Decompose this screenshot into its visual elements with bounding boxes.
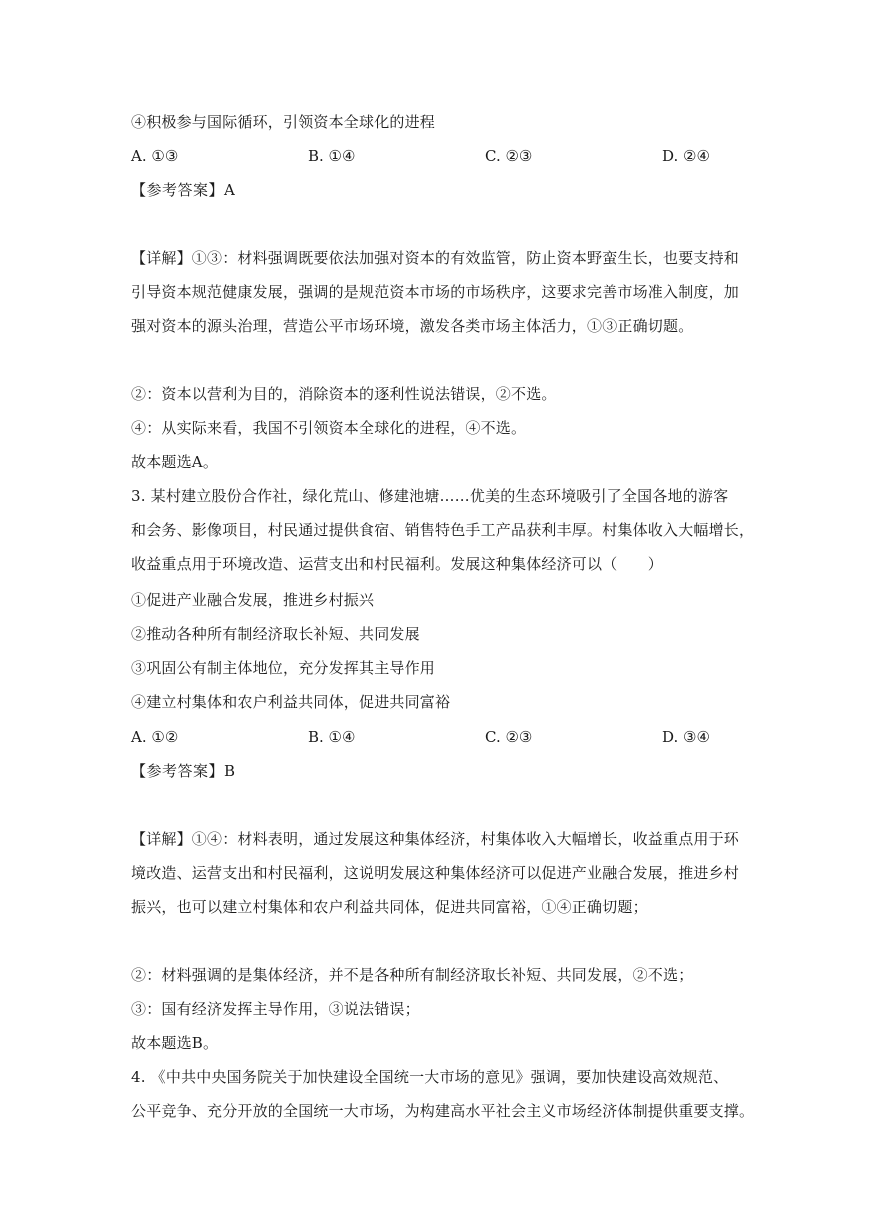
- q3-option-c: C. ②③: [485, 728, 533, 746]
- q2-detail-line: 【详解】①③：材料强调既要依法加强对资本的有效监管，防止资本野蛮生长，也要支持和: [131, 249, 740, 267]
- q4-stem-line: 4. 《中共中央国务院关于加快建设全国统一大市场的意见》强调，要加快建设高效规范、: [131, 1068, 729, 1086]
- q3-wrong-line: ②：材料强调的是集体经济，并不是各种所有制经济取长补短、共同发展，②不选；: [131, 966, 694, 984]
- q3-option-a: A. ①②: [131, 728, 179, 746]
- q3-detail-line: 境改造、运营支出和村民福利，这说明发展这种集体经济可以促进产业融合发展，推进乡村: [131, 864, 740, 882]
- q2-option-a: A. ①③: [131, 147, 179, 165]
- q3-conclusion: 故本题选B。: [131, 1034, 219, 1052]
- q3-item-2: ②推动各种所有制经济取长补短、共同发展: [131, 625, 420, 643]
- q3-wrong-line: ③：国有经济发挥主导作用，③说法错误；: [131, 1000, 420, 1018]
- q2-detail-line: 引导资本规范健康发展，强调的是规范资本市场的市场秩序，这要求完善市场准入制度，加: [131, 283, 740, 301]
- q3-detail-line: 【详解】①④：材料表明，通过发展这种集体经济，村集体收入大幅增长，收益重点用于环: [131, 830, 740, 848]
- q2-option-b: B. ①④: [308, 147, 356, 165]
- q3-detail-line: 振兴，也可以建立村集体和农户利益共同体，促进共同富裕，①④正确切题；: [131, 898, 648, 916]
- q2-item-4: ④积极参与国际循环，引领资本全球化的进程: [131, 113, 436, 131]
- q2-answer: 【参考答案】A: [131, 181, 236, 199]
- q2-detail-line: 强对资本的源头治理，营造公平市场环境，激发各类市场主体活力，①③正确切题。: [131, 317, 694, 335]
- q3-stem-line: 和会务、影像项目，村民通过提供食宿、销售特色手工产品获利丰厚。村集体收入大幅增长，: [131, 521, 755, 539]
- q2-wrong-line: ②：资本以营利为目的，消除资本的逐利性说法错误，②不选。: [131, 385, 557, 403]
- q3-stem-line: 3. 某村建立股份合作社，绿化荒山、修建池塘……优美的生态环境吸引了全国各地的游客: [131, 487, 729, 505]
- q2-option-c: C. ②③: [485, 147, 533, 165]
- q2-conclusion: 故本题选A。: [131, 453, 219, 471]
- q3-option-b: B. ①④: [308, 728, 356, 746]
- q3-item-1: ①促进产业融合发展，推进乡村振兴: [131, 591, 375, 609]
- q3-answer: 【参考答案】B: [131, 762, 236, 780]
- q3-stem-line: 收益重点用于环境改造、运营支出和村民福利。发展这种集体经济可以（ ）: [131, 555, 664, 573]
- q2-wrong-line: ④：从实际来看，我国不引领资本全球化的进程，④不选。: [131, 419, 527, 437]
- q3-item-4: ④建立村集体和农户利益共同体，促进共同富裕: [131, 693, 451, 711]
- q3-item-3: ③巩固公有制主体地位，充分发挥其主导作用: [131, 659, 436, 677]
- q2-option-d: D. ②④: [662, 147, 710, 165]
- q4-stem-line: 公平竞争、充分开放的全国统一大市场，为构建高水平社会主义市场经济体制提供重要支撑。: [131, 1102, 755, 1120]
- q3-option-d: D. ③④: [662, 728, 710, 746]
